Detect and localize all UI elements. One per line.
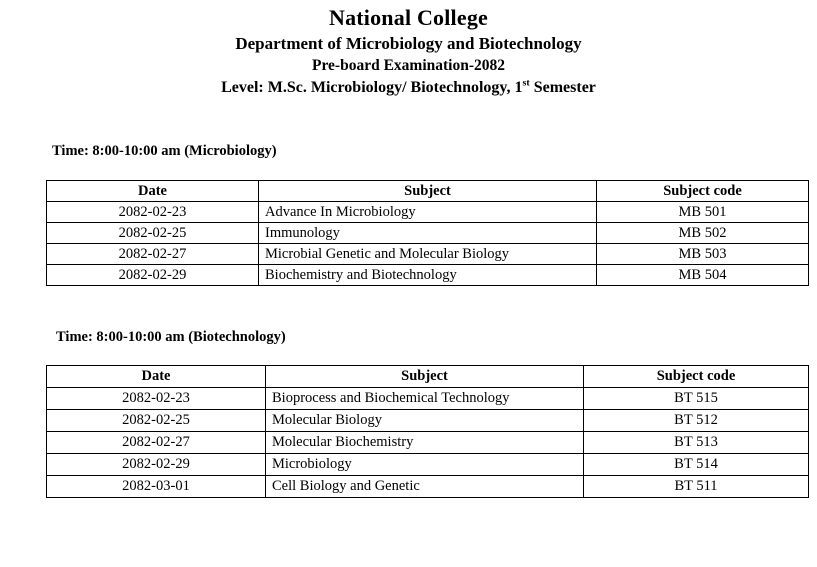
cell-date: 2082-02-27 [47,244,259,265]
exam-schedule-table-biotechnology [46,365,809,498]
column-header-subject-code: Subject code [584,366,809,388]
cell-subject-code: BT 512 [584,410,809,432]
cell-subject-code: BT 515 [584,388,809,410]
cell-subject: Molecular Biology [266,410,584,432]
table-row [47,410,809,432]
cell-subject: Biochemistry and Biotechnology [259,265,597,286]
cell-subject: Cell Biology and Genetic [266,476,584,498]
table-row [47,476,809,498]
cell-subject: Microbial Genetic and Molecular Biology [259,244,597,265]
table-body-biotechnology [47,388,809,498]
table-row [47,202,809,223]
column-header-date: Date [47,366,266,388]
cell-subject-code: MB 502 [597,223,809,244]
cell-date: 2082-02-25 [47,410,266,432]
cell-subject: Immunology [259,223,597,244]
table-header-row [47,181,809,202]
cell-date: 2082-02-25 [47,223,259,244]
table-header-microbiology [47,181,809,202]
column-header-date: Date [47,181,259,202]
table-row [47,454,809,476]
level-subtitle [0,77,817,99]
table-header-row [47,366,809,388]
table-row [47,265,809,286]
table-row [47,244,809,265]
document-heading [0,4,817,99]
cell-subject: Advance In Microbiology [259,202,597,223]
level-ordinal-superscript: st [522,77,530,89]
table-row [47,388,809,410]
time-label-biotechnology: Time: 8:00-10:00 am (Biotechnology) [56,329,286,345]
cell-subject: Bioprocess and Biochemical Technology [266,388,584,410]
exam-schedule-table-microbiology [46,180,809,286]
cell-subject-code: BT 513 [584,432,809,454]
cell-subject: Microbiology [266,454,584,476]
institution-title: National College [328,5,488,30]
cell-subject-code: MB 503 [597,244,809,265]
column-header-subject: Subject [266,366,584,388]
cell-subject: Molecular Biochemistry [266,432,584,454]
table-body-microbiology [47,202,809,286]
column-header-subject-code: Subject code [597,181,809,202]
level-prefix-text: Level: M.Sc. Microbiology/ Biotechnology, 1 [221,79,523,96]
time-label-microbiology: Time: 8:00-10:00 am (Microbiology) [52,143,277,159]
table-header-biotechnology [47,366,809,388]
level-suffix-text: Semester [529,79,596,96]
table-row [47,432,809,454]
cell-date: 2082-02-29 [47,265,259,286]
cell-subject-code: MB 501 [597,202,809,223]
cell-subject-code: BT 511 [584,476,809,498]
table-row [47,223,809,244]
exam-subtitle: Pre-board Examination-2082 [311,57,506,74]
cell-subject-code: BT 514 [584,454,809,476]
cell-date: 2082-02-23 [47,388,266,410]
cell-subject-code: MB 504 [597,265,809,286]
department-subtitle: Department of Microbiology and Biotechnology [235,34,582,53]
cell-date: 2082-02-27 [47,432,266,454]
cell-date: 2082-03-01 [47,476,266,498]
column-header-subject: Subject [259,181,597,202]
cell-date: 2082-02-29 [47,454,266,476]
cell-date: 2082-02-23 [47,202,259,223]
